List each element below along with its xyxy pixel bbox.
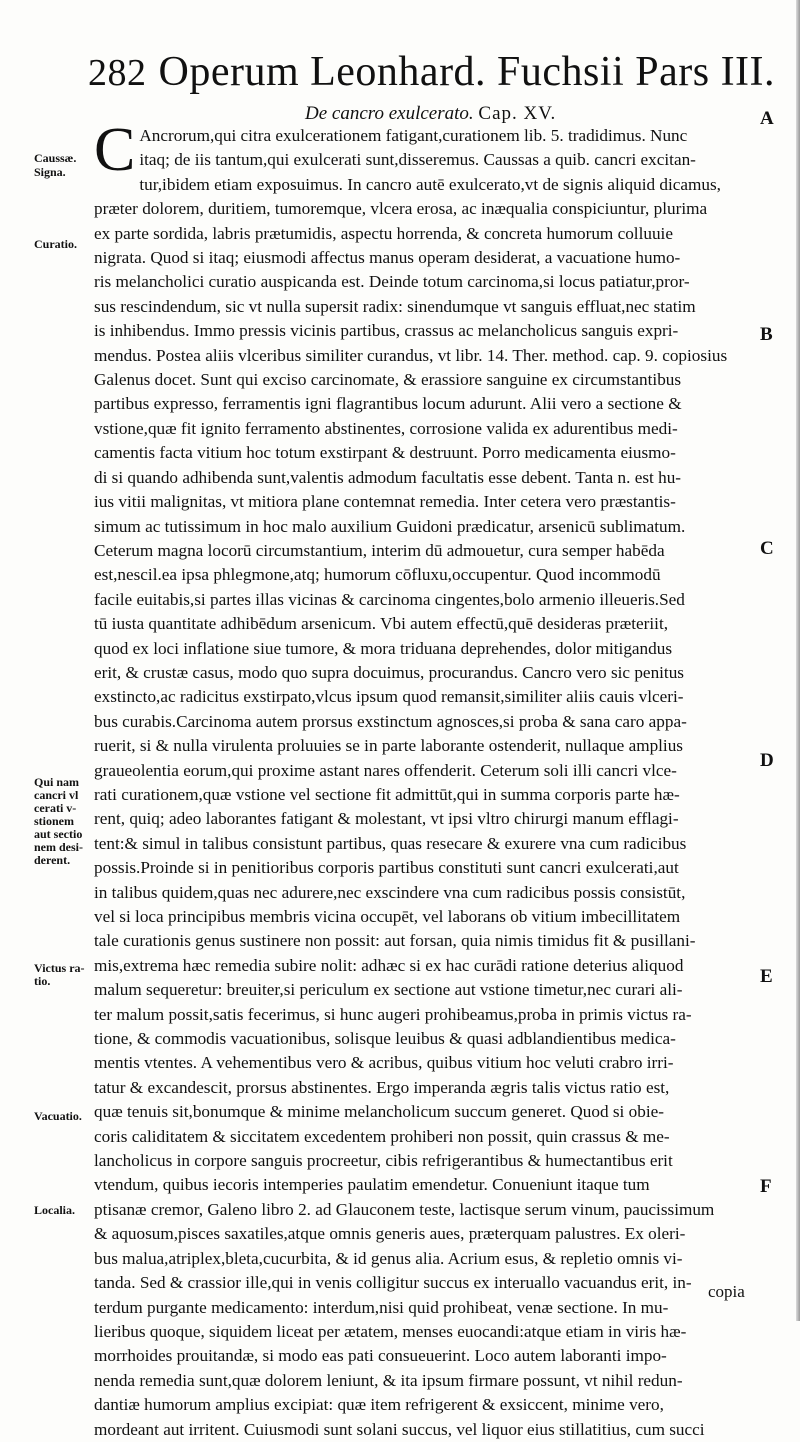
section-letter-b: B: [760, 324, 773, 345]
text-line: tent:& simul in talibus consistunt partibus, quas resecare & exurere vna cum radicibus: [94, 833, 687, 853]
section-letter-e: E: [760, 966, 773, 987]
text-line: vstione,quæ fit ignito ferramento abstinentes, corrosione valida ex adurentibus medi-: [94, 418, 678, 438]
text-line: itaq; de iis tantum,qui exulcerati sunt,disseremus. Caussas a quib. cancri excitan-: [139, 150, 696, 170]
text-line: ptisanæ cremor, Galeno libro 2. ad Glauconem teste, lactisque serum vinum, paucissimum: [94, 1199, 715, 1219]
text-line: vel si loca principibus membris vicina occupēt, vel laborans ob vitium imbecillitatem: [94, 907, 681, 926]
page-number: 282: [88, 52, 147, 94]
text-line: simum ac tutissimum in hoc malo auxilium Guidoni prædicatur, arsenicū sublimatum.: [94, 516, 686, 536]
text-line: tur,ibidem etiam exposuimus. In cancro autē exulcerato,vt de signis aliquid dicamus,: [139, 174, 721, 194]
text-line: lieribus quoque, siquidem liceat per ætatem, menses euocandi:atque etiam in viris hæ-: [94, 1321, 687, 1341]
chapter-number: Cap. XV.: [478, 103, 557, 124]
running-title: Operum Leonhard. Fuchsii Pars III.: [158, 49, 776, 95]
text-line: mentis vtentes. A vehementibus vero & acribus, quibus vitium hoc veluti crabro irri-: [94, 1053, 674, 1073]
text-line: præter dolorem, duritiem, tumoremque, vlcera erosa, ac inæqualia conspiciuntur, plurima: [94, 199, 708, 219]
section-letter-f: F: [760, 1176, 772, 1197]
text-line: camentis facta vitium hoc totum exstirpant & destruunt. Porro medicamenta eiusmo-: [94, 443, 676, 463]
text-line: tione, & commodis vacuationibus, solisque leuibus & quasi adblandientibus medica-: [94, 1029, 676, 1049]
text-line: nenda remedia sunt,quæ dolorem leniunt, & ita ipsum firmare possunt, vt nihil redun-: [94, 1370, 683, 1390]
text-line: exstincto,ac radicitus exstirpato,vlcus ipsum quod remansit,similiter aliis cauis vlceri-: [94, 687, 684, 707]
text-line: rati curationem,quæ vstione vel sectione fit admittūt,qui in summa corporis parte hæ-: [94, 784, 680, 804]
text-line: Ancrorum,qui citra exulcerationem fatigant,curationem lib. 5. tradidimus. Nunc: [139, 126, 688, 145]
text-line: mis,extrema hæc remedia subire nolit: adhæc si ex hac curādi ratione deterius aliquod: [94, 955, 684, 975]
text-line: ruerit, si & nulla virulenta proluuies se in parte laborante ostenderit, nullaque amplius: [94, 736, 683, 756]
chapter-title: De cancro exulcerato.: [305, 103, 474, 124]
margin-note-localia: Localia.: [34, 1203, 75, 1217]
text-line: graueolentia eorum,qui proxime astant nares offenderit. Ceterum soli illi cancri vlce-: [94, 760, 677, 780]
text-line: ius vitii malignitas, vt mitiora plane contemnat remedia. Inter cetera vero præstantis-: [94, 492, 676, 512]
text-line: Ceterum magna locorū circumstantium, interim dū admouetur, cura semper habēda: [94, 540, 665, 560]
scan-edge-shadow: [796, 0, 800, 1321]
text-line: sus rescindendum, sic vt nulla supersit radix: sinendumque vt sanguis effluat,nec statim: [94, 296, 696, 316]
margin-note-vacuatio: Vacuatio.: [34, 1109, 82, 1123]
margin-note-curatio: Curatio.: [34, 237, 77, 251]
text-line: partibus expresso, ferramentis igni flagrantibus locum adurunt. Alii vero a sectione &: [94, 394, 682, 414]
text-line: quod ex loci inflatione siue tumore, & mora triduana deprehendes, dolor mitigandus: [94, 638, 673, 658]
text-line: tatur & excandescit, prorsus abstinentes. Ergo imperanda ægris talis victus ratio est,: [94, 1077, 670, 1097]
section-letter-a: A: [760, 108, 774, 129]
catchword: copia: [708, 1282, 745, 1301]
text-line: Galenus docet. Sunt qui exciso carcinomate, & erassiore sanguine ex circumstantibus: [94, 370, 682, 390]
text-line: tū iusta quantitate adhibēdum arsenicum. Vbi autem effectū,quē desideras præteriit,: [94, 614, 669, 634]
text-line: ris melancholici curatio auspicanda est. Deinde totum carcinoma,si locus patiatur,pror-: [94, 272, 690, 292]
text-line: in talibus quidem,quas nec adurere,nec exscindere vna cum radicibus possis consistūt,: [94, 882, 686, 902]
text-line: rent, quiq; adeo laborantes fatigant & molestant, vt ipsi vltro chirurgi manum efflagi-: [94, 809, 679, 829]
text-line: morrhoides prouitandæ, si modo eas pati consueuerint. Loco autem laboranti impo-: [94, 1346, 667, 1366]
text-line: is inhibendus. Immo pressis vicinis partibus, crassus ac melancholicus sanguis expri-: [94, 321, 679, 341]
text-line: erit, & crustæ casus, modo quo supra docuimus, procurandus. Cancro vero sic penitus: [94, 662, 684, 682]
text-line: mordeant aut irritent. Cuiusmodi sunt solani succus, vel liquor eius stillatitius, cum succi: [94, 1419, 705, 1439]
drop-cap-initial: C: [94, 116, 136, 184]
text-line: quæ tenuis sit,bonumque & minime melancholicum succum generet. Quod si obie-: [94, 1102, 664, 1122]
text-line: ter malum possit,satis fecerimus, si hunc augeri prohibeamus,proba in primis victus ra-: [94, 1004, 692, 1024]
text-line: tale curationis genus sustinere non possit: aut forsan, quia nimis timidus fit & pusillani-: [94, 931, 696, 951]
text-line: est,nescil.ea ipsa phlegmone,atq; humorum cōfluxu,occupentur. Quod incommodū: [94, 565, 661, 585]
text-line: lancholicus in corpore sanguis procreetur, cibis refrigerantibus & humectantibus erit: [94, 1151, 673, 1171]
running-header: [88, 48, 775, 96]
text-line: terdum purgante medicamento: interdum,nisi quid prohibeat, venæ sectione. In mu-: [94, 1297, 669, 1317]
text-line: coris caliditatem & siccitatem excedentem prohiberi non possit, quin crassus & me-: [94, 1126, 670, 1146]
chapter-heading: [305, 103, 556, 125]
text-line: mendus. Postea aliis vlceribus similiter curandus, vt libr. 14. Ther. method. cap. 9. copiosius: [94, 345, 728, 365]
text-line: nigrata. Quod si itaq; eiusmodi affectus manus operam desiderat, a vacuatione humo-: [94, 248, 681, 268]
section-letter-c: C: [760, 538, 774, 559]
text-line: possis.Proinde si in penitioribus corporis partibus constituti sunt cancri exulcerati,aut: [94, 858, 679, 878]
margin-note-caussae: Caussæ.: [34, 151, 77, 165]
section-letter-d: D: [760, 750, 774, 771]
text-line: di si quando adhibenda sunt,valentis admodum facultatis esse debent. Tanta n. est hu-: [94, 467, 682, 487]
text-line: bus curabis.Carcinoma autem prorsus exstinctum agnosces,si proba & sana caro appa-: [94, 711, 687, 731]
text-line: malum sequeretur: breuiter,si periculum ex sectione aut vstione timetur,nec curari ali-: [94, 980, 683, 1000]
text-line: tanda. Sed & crassior ille,qui in venis colligitur succus ex interuallo vacuandus erit, in-: [94, 1273, 692, 1293]
text-line: vtendum, quibus iecoris intemperies paulatim emendetur. Conueniunt itaque tum: [94, 1175, 650, 1195]
text-line: facile euitabis,si partes illas vicinas & carcinoma cingentes,bolo armenio illeueris.Sed: [94, 589, 685, 609]
text-line: dantiæ humorum amplius excipiat: quæ item refrigerent & exsiccent, minime vero,: [94, 1395, 664, 1415]
margin-note-victus: Victus ra- tio.: [34, 961, 85, 988]
margin-note-qui-nam: Qui nam cancri vl cerati v- stionem aut sectio nem desi- derent.: [34, 775, 83, 867]
chapter-body-text: [94, 116, 780, 1442]
text-line: & aquosum,pisces saxatiles,atque omnis generis aues, præterquam palustres. Ex oleri-: [94, 1224, 686, 1244]
margin-note-signa: Signa.: [34, 165, 66, 179]
text-line: ex parte sordida, labris prætumidis, aspectu horrenda, & concreta humorum colluuie: [94, 223, 673, 243]
text-line: bus malua,atriplex,bleta,cucurbita, & id genus alia. Acrium esus, & repletio omnis vi-: [94, 1248, 683, 1268]
